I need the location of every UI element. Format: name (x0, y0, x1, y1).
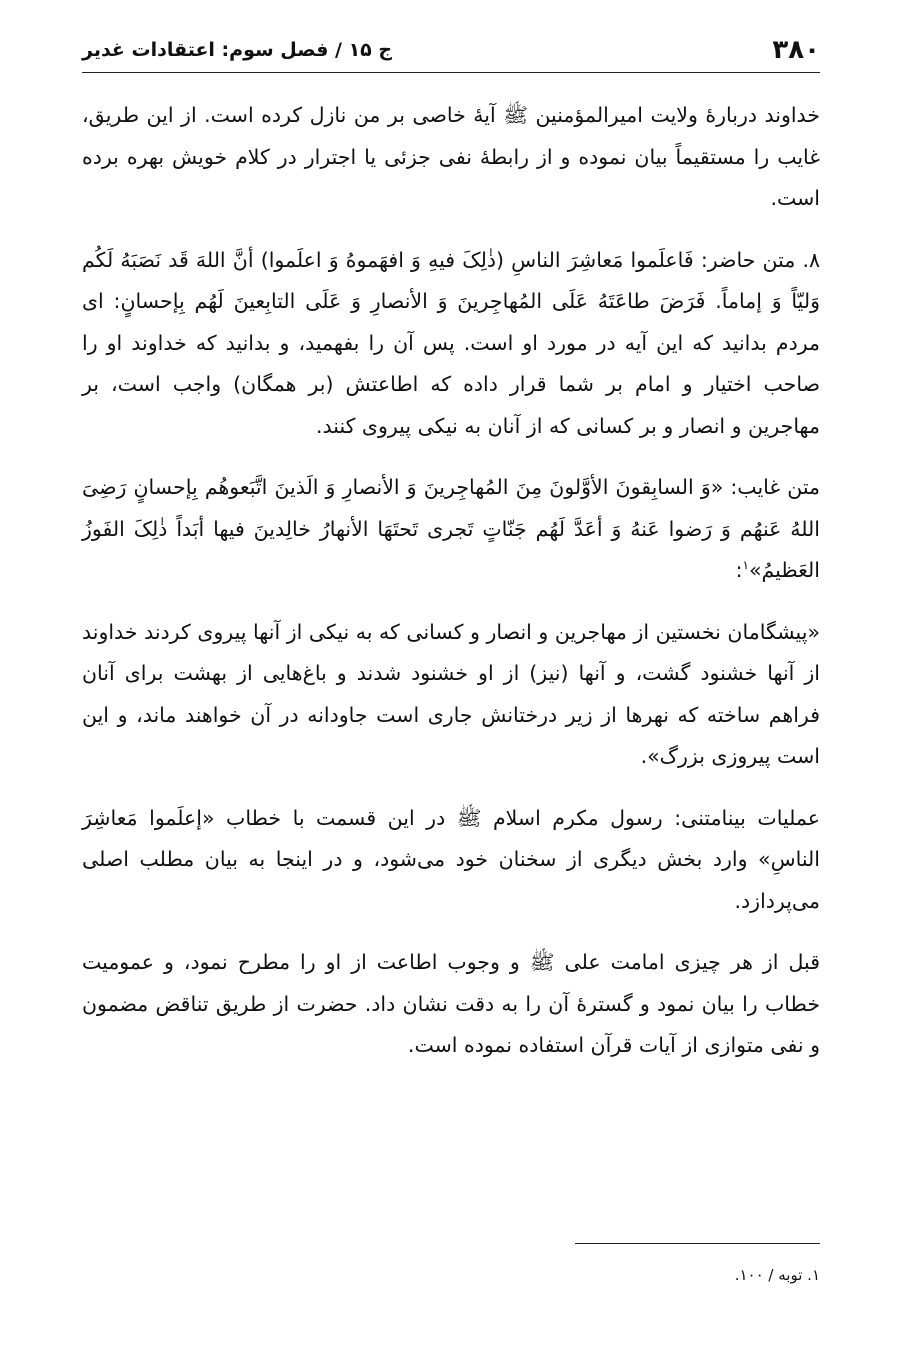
body-text (82, 95, 820, 1067)
running-title: ج ۱۵ / فصل سوم: اعتقادات غدیر (82, 38, 393, 61)
paragraph-3-text: متن غایب: «وَ السابِقونَ الأوَّلونَ مِنَ المُهاجِرینَ وَ الأنصارِ وَ الَذینَ اتَّبَعوهُم بِإحسانٍ رَضِیَ اللهُ عَنهُم وَ رَضوا عَنهُ وَ أعَدَّ لَهُم جَنّاتٍ تَجری تَحتَهَا الأنهارُ خالِدینَ فیها أبَداً ذٰلِکَ الفَوزُ العَظیمُ» (82, 475, 820, 582)
page-number: ۳۸۰ (772, 35, 820, 65)
page-header (82, 28, 820, 73)
paragraph-4-text: «پیشگامان نخستین از مهاجرین و انصار و کسانی که به نیکی از آنها پیروی کردند خداوند از آنها خشنود گشت، و آنها (نیز) از او خشنود شدند و باغ‌هایی از بهشت برای آنان فراهم ساخته که نهرها از زیر درختانش جاری است جاودانه در آن خواهند ماند، و این است پیروزی بزرگ». (82, 619, 820, 768)
paragraph-6 (82, 942, 820, 1067)
paragraph-4 (82, 612, 820, 778)
footnote-marker[interactable]: ۱ (742, 558, 749, 573)
footnote: ۱. توبه / ۱۰۰. (734, 1266, 820, 1284)
paragraph-3 (82, 467, 820, 592)
paragraph-1 (82, 95, 820, 220)
paragraph-5 (82, 798, 820, 923)
paragraph-2-text: ۸. متن حاضر: فَاعلَموا مَعاشِرَ الناسِ (ذٰلِکَ فیهِ وَ افهَموهُ وَ اعلَموا) أنَّ اللهَ قَد نَصَبَهُ لَکُم وَلیّاً وَ إماماً. فَرَضَ طاعَتَهُ عَلَی المُهاجِرینَ وَ الأنصارِ وَ عَلَی التابِعینَ لَهُم بِإحسانٍ: ای مردم بدانید که این آیه در مورد او است. پس آن را بفهمید، و بدانید که خداوند او را صاحب اختیار و امام بر شما قرار داده که اطاعتش (بر همگان) واجب است، بر مهاجرین و انصار و بر کسانی که از آنان به نیکی پیروی کنند. (82, 247, 820, 438)
paragraph-2 (82, 240, 820, 448)
book-page (82, 28, 820, 1328)
paragraph-6-text: قبل از هر چیزی امامت علی ﷺ و وجوب اطاعت از او را مطرح نمود، و عمومیت خطاب را بیان نمود و گسترهٔ آن را به دقت نشان داد. حضرت از طریق تناقض مضمون و نفی متوازی از آیات قرآن استفاده نموده است. (82, 950, 820, 1057)
paragraph-1-text: خداوند دربارهٔ ولایت امیرالمؤمنین ﷺ آیهٔ خاصی بر من نازل کرده است. از این طریق، غایب را مستقیماً بیان نموده و از رابطهٔ نفی جزئی یا اجترار در کلام خویش بهره برده است. (82, 103, 820, 210)
paragraph-5-text: عملیات بینامتنی: رسول مکرم اسلام ﷺ در این قسمت با خطاب «إعلَموا مَعاشِرَ الناسِ» وارد بخش دیگری از سخنان خود می‌شود، و در اینجا به بیان مطلب اصلی می‌پردازد. (82, 805, 820, 913)
paragraph-3-suffix: : (735, 558, 743, 582)
footnote-divider (575, 1243, 820, 1244)
